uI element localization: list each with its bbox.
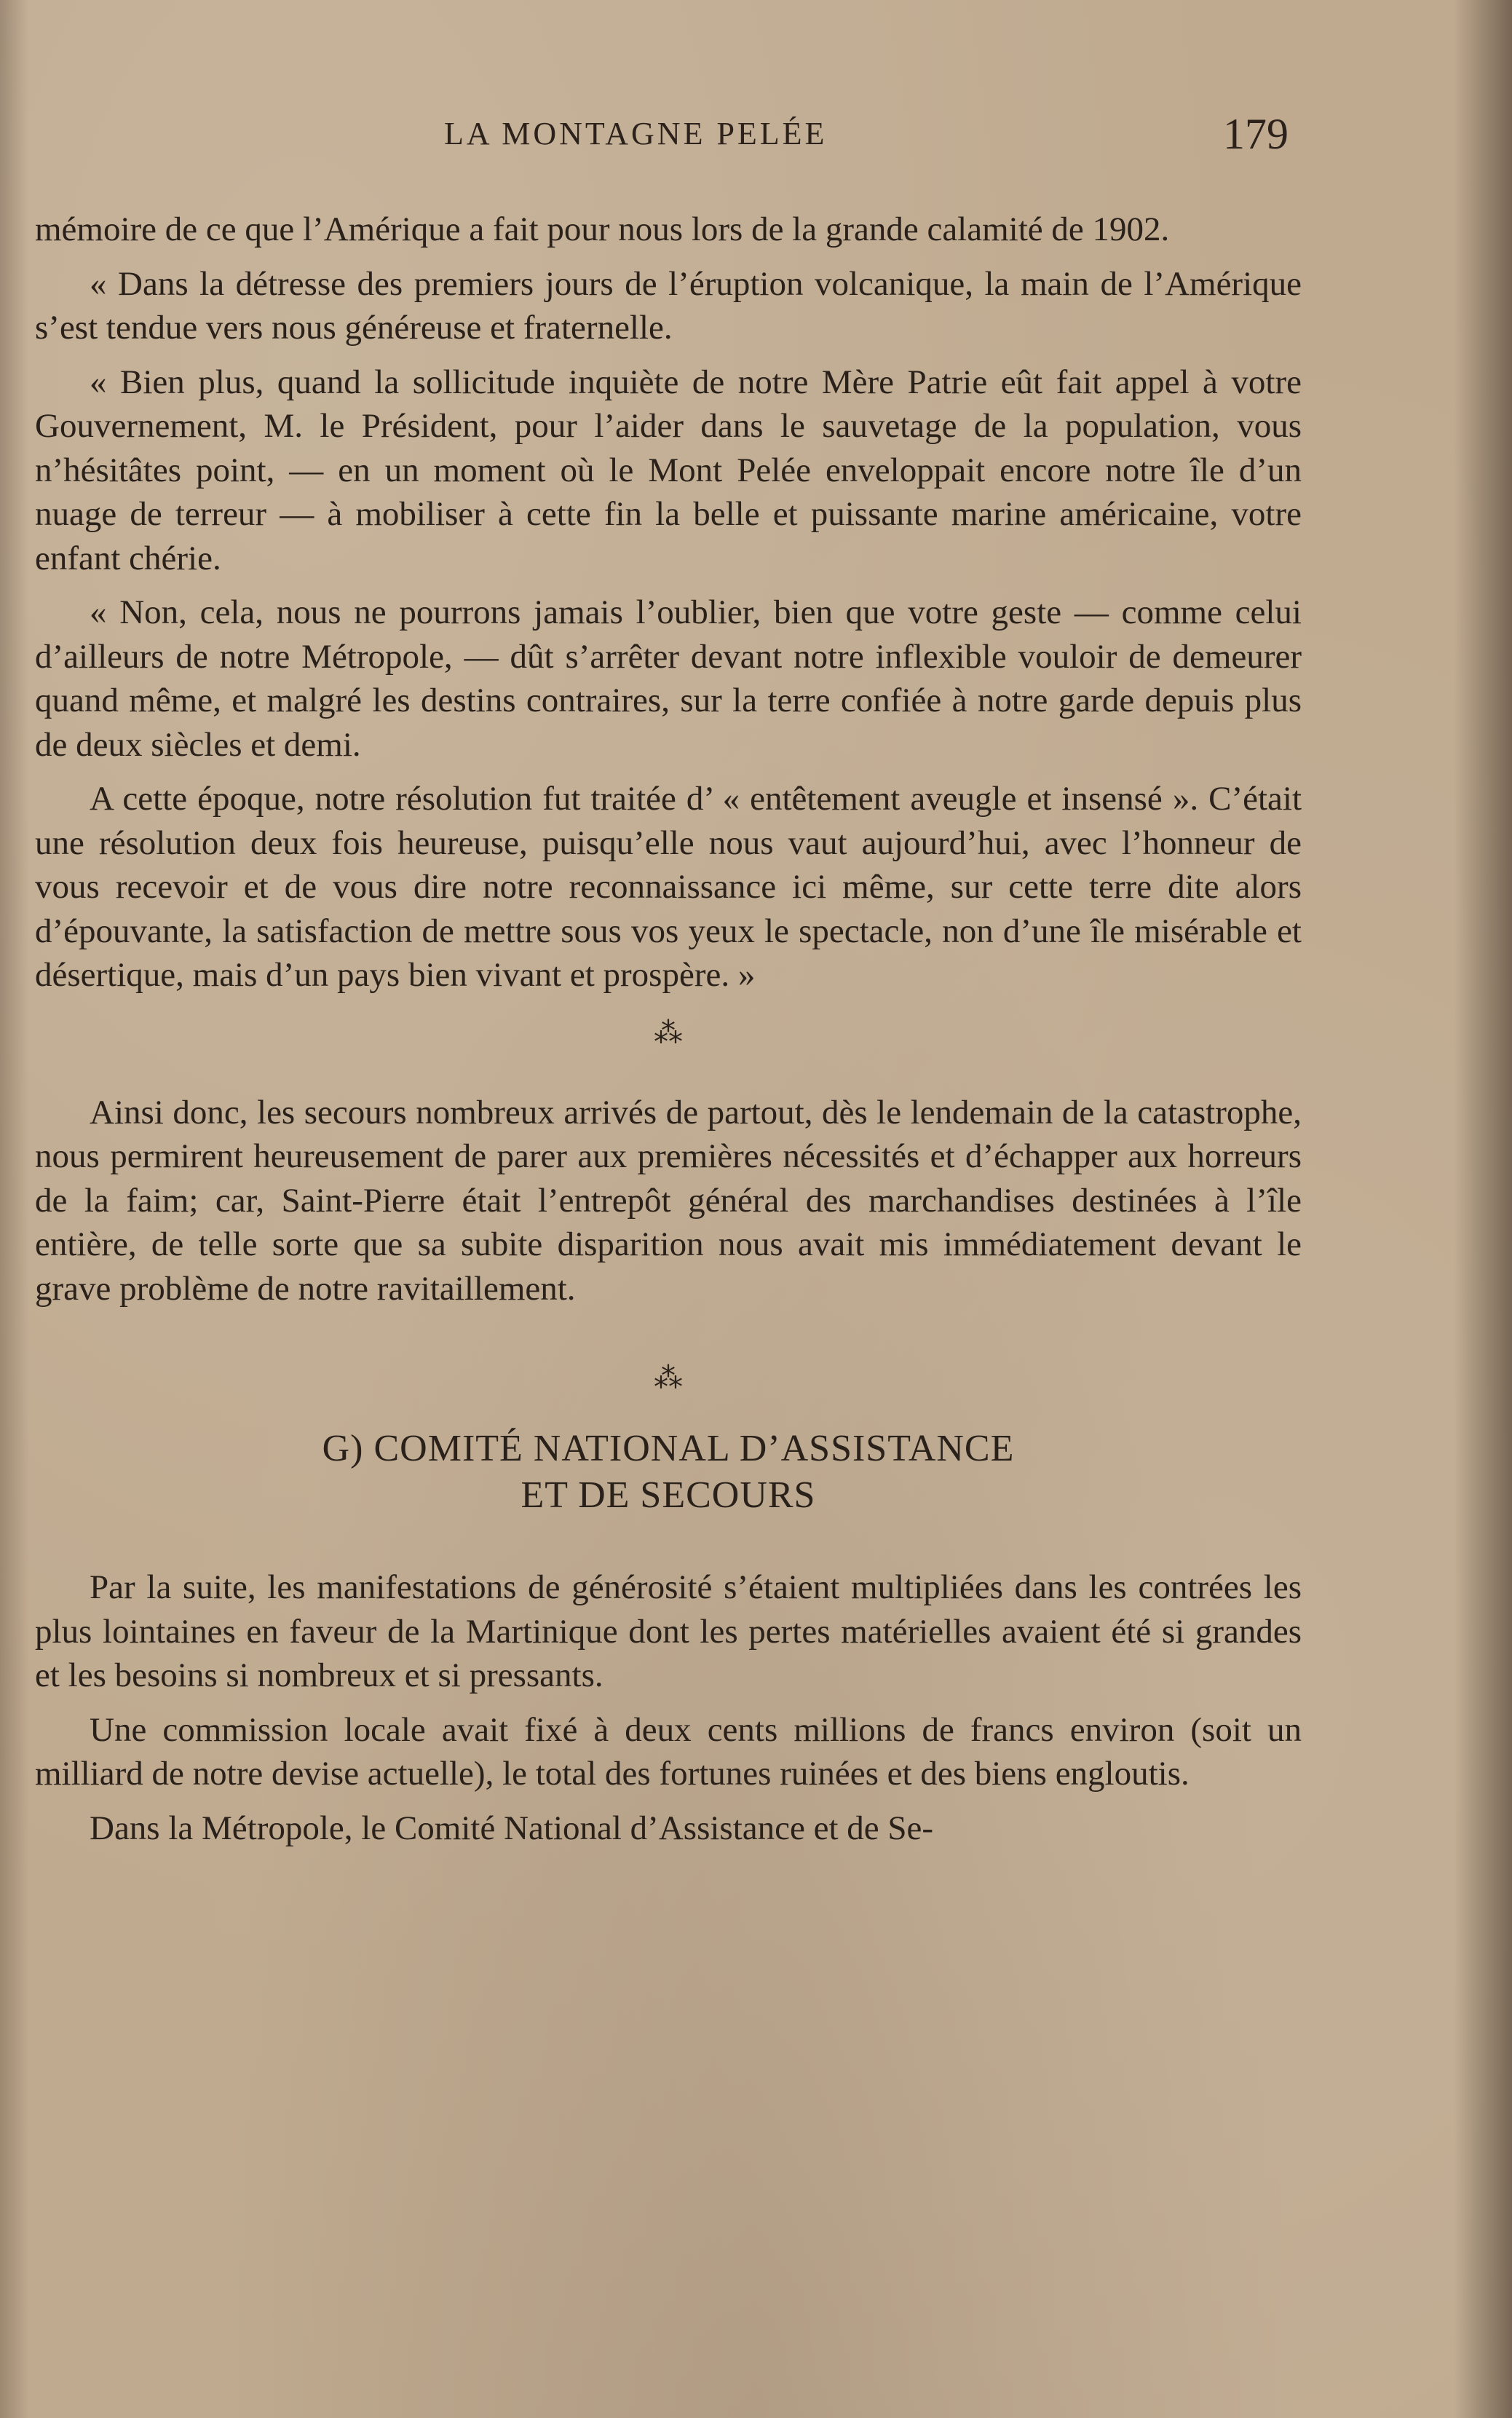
- paragraph-8: Une commission locale avait fixé à deux cents millions de francs environ (soit un milliard de notre devise actuelle), le total des fortunes ruinées et des biens engloutis.: [35, 1710, 1302, 1793]
- section-title: [35, 1426, 1302, 1519]
- paragraph-1: mémoire de ce que l’Amérique a fait pour nous lors de la grande calamité de 1902.: [35, 210, 1170, 248]
- section-title-line-2: ET DE SECOURS: [521, 1474, 816, 1516]
- paragraph-5: A cette époque, notre résolution fut traitée d’ « entêtement aveugle et insensé ». C’était une résolution deux fois heureuse, puisqu’elle nous vaut aujourd’hui, avec l’honneur de vous recevoir et de vous dire notre reconnaissance ici même, sur cette terre dite alors d’épouvante, la satisfaction de mettre sous vos yeux le spectacle, non d’une île misérable et désertique, mais d’un pays bien vivant et prospère. »: [35, 780, 1302, 994]
- page-body: [35, 208, 1302, 1860]
- page-right-shadow: [1454, 0, 1512, 2418]
- running-title: LA MONTAGNE PELÉE: [444, 116, 828, 151]
- page-left-shadow: [0, 0, 29, 2418]
- section-title-line-1: G) COMITÉ NATIONAL D’ASSISTANCE: [322, 1428, 1015, 1469]
- paragraph-6: Ainsi donc, les secours nombreux arrivés de partout, dès le lendemain de la catastrophe, nous permirent heureusement de parer aux premières nécessités et d’échapper aux horreurs de la faim; car, Saint-Pierre était l’entrepôt général des marchandises destinées à l’île entière, de telle sorte que sa subite disparition nous avait mis immédiatement devant le grave problème de notre ravitaillement.: [35, 1093, 1302, 1308]
- paragraph-7: Par la suite, les manifestations de générosité s’étaient multipliées dans les contrées les plus lointaines en faveur de la Martinique dont les pertes matérielles avaient été si grandes et les besoins si nombreux et si pressants.: [35, 1568, 1302, 1694]
- paragraph-9: Dans la Métropole, le Comité National d’Assistance et de Se-: [90, 1809, 934, 1847]
- paragraph-3: « Bien plus, quand la sollicitude inquiète de notre Mère Patrie eût fait appel à votre Gouvernement, M. le Président, pour l’aider dans le sauvetage de la population, vous n’hésitâtes point, — en un moment où le Mont Pelée enveloppait encore notre île d’un nuage de terreur — à mobiliser à cette fin la belle et puissante marine américaine, votre enfant chérie.: [35, 363, 1302, 577]
- asterism-divider: ⁂: [654, 1016, 683, 1049]
- asterism-divider: ⁂: [654, 1362, 683, 1394]
- page-number: 179: [1223, 110, 1289, 158]
- paragraph-4: « Non, cela, nous ne pourrons jamais l’oublier, bien que votre geste — comme celui d’ailleurs de notre Métropole, — dût s’arrêter devant notre inflexible vouloir de demeurer quand même, et malgré les destins contraires, sur la terre confiée à notre garde depuis plus de deux siècles et demi.: [35, 593, 1302, 764]
- page-header: [0, 109, 1512, 167]
- paragraph-2: « Dans la détresse des premiers jours de l’éruption volcanique, la main de l’Amérique s’est tendue vers nous généreuse et fraternelle.: [35, 264, 1302, 347]
